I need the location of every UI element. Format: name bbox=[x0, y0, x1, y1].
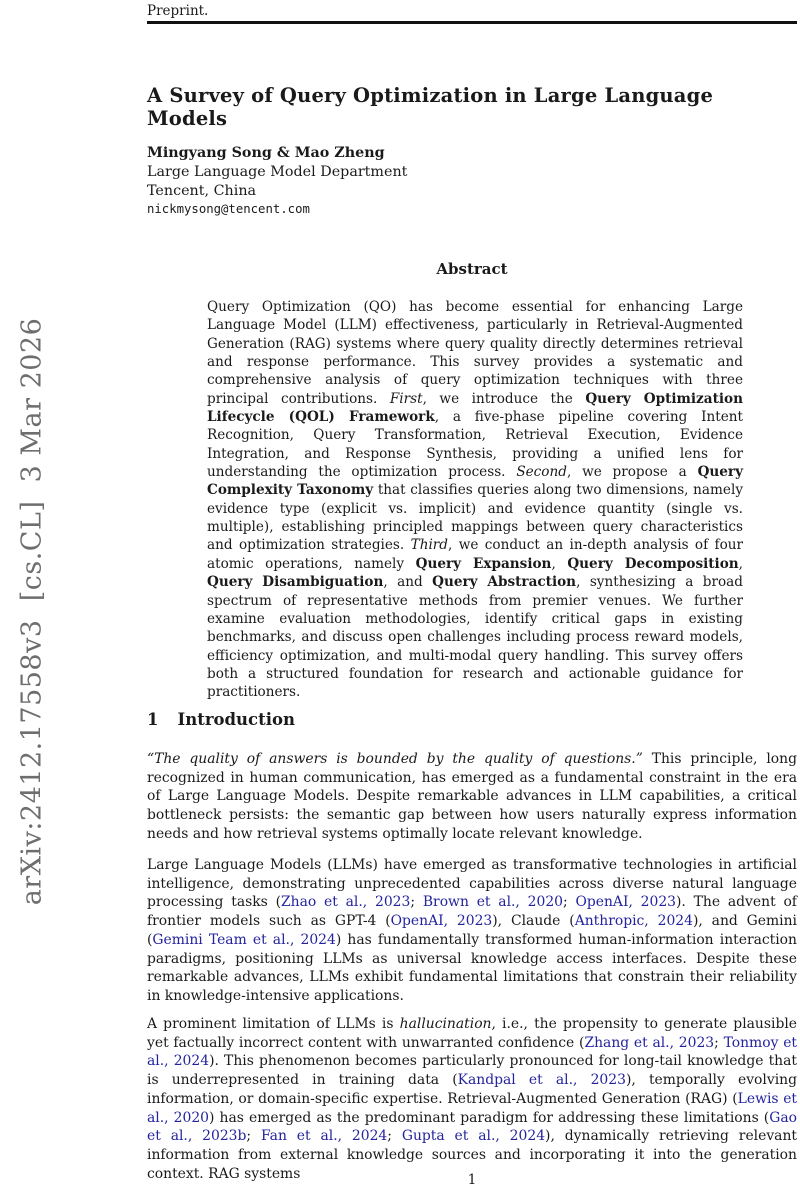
author-block bbox=[147, 144, 797, 219]
citation-link[interactable]: Zhang et al., 2023 bbox=[584, 1034, 715, 1051]
text-segment: ; bbox=[246, 1128, 261, 1145]
text-segment: ). The advent of frontier models such as GPT-4 ( bbox=[147, 894, 797, 930]
text-segment: A prominent limitation of LLMs is bbox=[147, 1016, 400, 1032]
text-segment: ; bbox=[714, 1034, 724, 1051]
intro-paragraph-2 bbox=[147, 856, 797, 1006]
preprint-label: Preprint. bbox=[147, 3, 209, 19]
text-segment: , we conduct an in-depth analysis of four atomic operations, namely bbox=[207, 537, 744, 572]
citation-link[interactable]: Lewis et al., 2020 bbox=[147, 1090, 798, 1126]
arxiv-watermark: arXiv:2412.17558v3 [cs.CL] 3 Mar 2026 bbox=[16, 317, 48, 906]
text-segment: , we propose a bbox=[566, 464, 698, 481]
text-segment: This principle, long recognized in human communication, has emerged as a fundamental constraint in the era of Large Language Models. Despite remarkable advances in LLM capabilities, a critical bottleneck persists: the semantic gap between how users naturally express information needs and how retrieval systems optimally locate relevant knowledge. bbox=[147, 751, 797, 842]
text-segment: Query Complexity Taxonomy bbox=[207, 464, 743, 499]
text-segment: ; bbox=[387, 1128, 402, 1145]
abstract-body bbox=[207, 298, 743, 702]
text-segment: , bbox=[551, 555, 568, 572]
text-segment: ), Claude ( bbox=[492, 913, 575, 930]
text-segment: First bbox=[389, 390, 423, 407]
intro-paragraph-3 bbox=[147, 1015, 797, 1183]
section-number: 1 bbox=[147, 710, 159, 729]
text-segment: , bbox=[738, 555, 743, 572]
citation-link[interactable]: OpenAI, 2023 bbox=[390, 913, 493, 930]
text-segment: ; bbox=[563, 894, 576, 911]
citation-link[interactable]: Zhao et al., 2023 bbox=[281, 894, 411, 911]
author-department: Large Language Model Department bbox=[147, 163, 408, 180]
author-names: Mingyang Song & Mao Zheng bbox=[147, 145, 385, 161]
citation-link[interactable]: Anthropic, 2024 bbox=[574, 913, 693, 930]
author-affiliation: Tencent, China bbox=[147, 182, 257, 199]
text-segment: Third bbox=[410, 537, 448, 554]
abstract-heading: Abstract bbox=[436, 260, 508, 278]
citation-link[interactable]: Brown et al., 2020 bbox=[422, 894, 563, 911]
citation-link[interactable]: Gupta et al., 2024 bbox=[401, 1128, 546, 1145]
paper-title: A Survey of Query Optimization in Large Language Models bbox=[147, 84, 714, 130]
text-segment: Query Expansion bbox=[415, 555, 552, 572]
text-segment: ), dynamically retrieving relevant information from external knowledge sources and incorporating it into the generation context. RAG systems bbox=[147, 1128, 797, 1182]
text-segment: ) has fundamentally transformed human-information interaction paradigms, positioning LLMs as universal knowledge access interfaces. Despite these remarkable advances, LLMs exhibit fundamental limitations that constrain their reliability in knowledge-intensive applications. bbox=[147, 931, 797, 1004]
header-rule bbox=[147, 21, 797, 24]
text-segment: Second bbox=[516, 464, 567, 481]
section-heading-introduction bbox=[147, 710, 797, 729]
citation-link[interactable]: Fan et al., 2024 bbox=[260, 1128, 388, 1145]
text-segment: Query Decomposition bbox=[567, 555, 739, 572]
text-segment: , i.e., the propensity to generate plausible yet factually incorrect content with unwarranted confidence ( bbox=[147, 1016, 797, 1051]
citation-link[interactable]: Tonmoy et al., 2024 bbox=[147, 1034, 797, 1070]
citation-link[interactable]: Kandpal et al., 2023 bbox=[457, 1072, 626, 1089]
text-segment: Query Disambiguation bbox=[207, 574, 384, 591]
page-number: 1 bbox=[467, 1172, 477, 1188]
citation-link[interactable]: Gao et al., 2023b bbox=[147, 1109, 797, 1145]
citation-link[interactable]: OpenAI, 2023 bbox=[575, 894, 677, 911]
author-email[interactable]: nickmysong@tencent.com bbox=[147, 202, 310, 217]
text-segment: ), temporally evolving information, or domain-specific expertise. Retrieval-Augmented Generation (RAG) ( bbox=[147, 1072, 797, 1107]
text-segment: , a five-phase pipeline covering Intent Recognition, Query Transformation, Retrieval Execution, Evidence Integration, and Response Synthesis, providing a unified lens for understanding the optimization process. bbox=[207, 409, 743, 481]
text-segment: ; bbox=[410, 894, 423, 911]
text-segment: , and bbox=[383, 574, 433, 591]
text-segment: , synthesizing a broad spectrum of representative methods from premier venues. We further examine evaluation methodologies, identify critical gaps in existing benchmarks, and discuss open challenges including process reward models, efficiency optimization, and multi-modal query handling. This survey offers both a structured foundation for research and actionable guidance for practitioners. bbox=[207, 574, 743, 701]
text-segment: Query Optimization Lifecycle (QOL) Framework bbox=[207, 390, 743, 426]
text-segment: ) has emerged as the predominant paradigm for addressing these limitations ( bbox=[209, 1109, 770, 1126]
text-segment: ), and Gemini ( bbox=[147, 913, 797, 948]
text-segment: Query Abstraction bbox=[432, 574, 577, 591]
text-segment: Query Optimization (QO) has become essential for enhancing Large Language Model (LLM) effectiveness, particularly in Retrieval-Augmented Generation (RAG) systems where query quality directly determines retrieval and response performance. This survey provides a systematic and comprehensive analysis of query optimization techniques with three principal contributions. bbox=[207, 299, 743, 407]
text-segment: , we introduce the bbox=[422, 390, 586, 407]
intro-paragraph-1 bbox=[147, 750, 797, 844]
text-segment: that classifies queries along two dimensions, namely evidence type (explicit vs. implicit) and evidence quantity (single vs. multiple), establishing principled mappings between query characteristics and optimization strategies. bbox=[207, 482, 743, 554]
text-segment: Large Language Models (LLMs) have emerged as transformative technologies in artificial intelligence, demonstrating unprecedented capabilities across diverse natural language processing tasks ( bbox=[147, 857, 797, 911]
section-heading-label: Introduction bbox=[177, 710, 295, 729]
text-segment: hallucination bbox=[399, 1016, 492, 1032]
citation-link[interactable]: Gemini Team et al., 2024 bbox=[152, 931, 336, 948]
text-segment: ). This phenomenon becomes particularly pronounced for long-tail knowledge that is underrepresented in training data ( bbox=[147, 1053, 797, 1089]
text-segment: “The quality of answers is bounded by the quality of questions.” bbox=[147, 751, 643, 767]
